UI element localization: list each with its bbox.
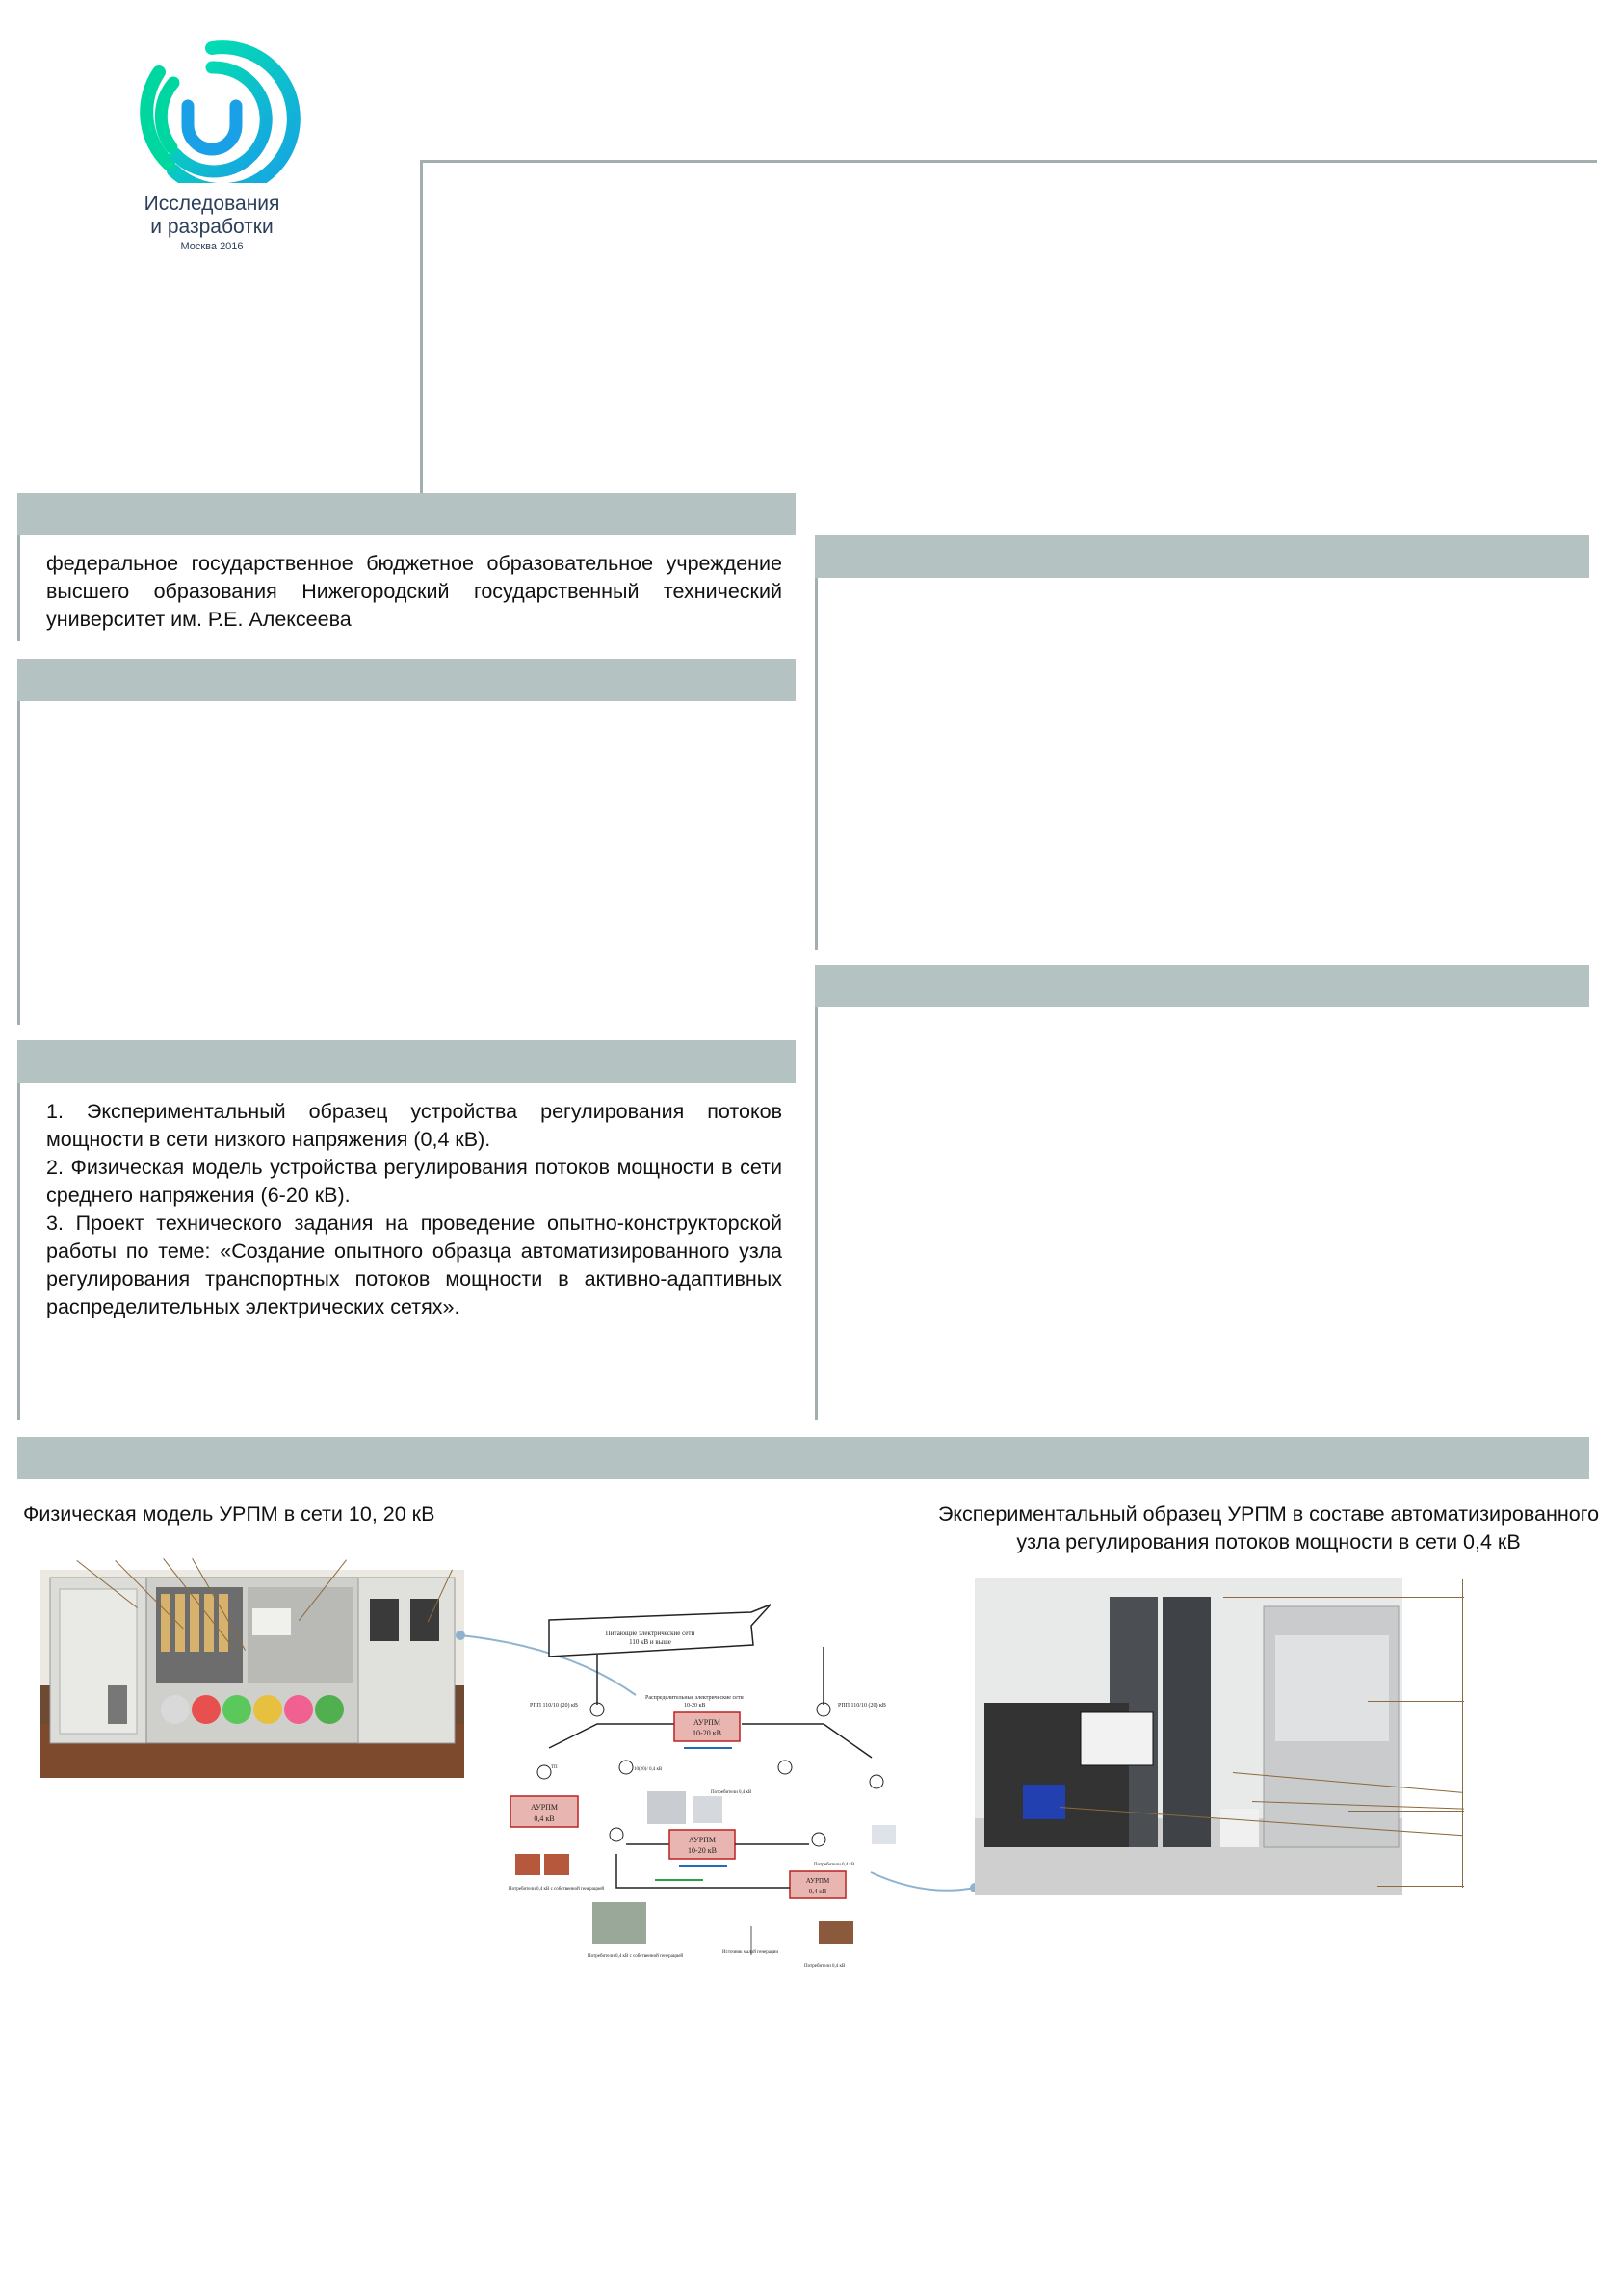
title-frame-top-border: [420, 160, 1597, 163]
schema-aurpm-right: АУРПМ: [805, 1877, 830, 1885]
callout-line-r5: [1348, 1811, 1464, 1812]
schema-consumer-br: Потребители 0,4 кВ: [804, 1964, 846, 1969]
logo-line-2: и разработки: [150, 216, 274, 238]
section-border-2: [17, 701, 20, 1025]
schema-consumer-left: Потребители 0,4 кВ с собственной генерацией: [509, 1887, 605, 1892]
schema-aurpm-top-v: 10-20 кВ: [693, 1729, 721, 1737]
photo-switchgear-model: [40, 1570, 464, 1778]
schema-aurpm-left-v: 0,4 кВ: [534, 1814, 555, 1823]
schema-consumer-top: Потребители 0,4 кВ: [711, 1790, 752, 1795]
callout-rail-right: [1462, 1579, 1463, 1888]
callout-line-r2: [1368, 1701, 1464, 1702]
schema-aurpm-left: АУРПМ: [530, 1803, 559, 1812]
results-list: [46, 1098, 782, 1321]
callout-line-r1: [1223, 1597, 1464, 1598]
schema-aurpm-mid-v: 10-20 кВ: [688, 1846, 717, 1855]
logo-emblem-icon: [116, 39, 308, 183]
power-network-schema: [491, 1599, 896, 1984]
section-bar-organization: [17, 493, 796, 535]
organization-text: федеральное государственное бюджетное образовательное учреждение высшего образования Нижегородский государственный технический университет им. Р.Е. Алексеева: [46, 552, 782, 631]
results-item-2: 2. Физическая модель устройства регулирования потоков мощности в сети среднего напряжения (6-20 кВ).: [46, 1156, 782, 1207]
section-bar-right-2: [815, 965, 1589, 1007]
results-item-1: 1. Экспериментальный образец устройства регулирования потоков мощности в сети низкого напряжения (0,4 кВ).: [46, 1100, 782, 1151]
schema-rpp-right: РПП 110/10 (20) кВ: [838, 1703, 886, 1709]
schema-top-sub-label: 110 кВ и выше: [629, 1638, 671, 1646]
section-border-organization: [17, 535, 20, 641]
schema-dist-label: Распределительные электрические сети: [645, 1695, 744, 1701]
schema-dist-sub-label: 10-20 кВ: [684, 1703, 706, 1709]
schema-aurpm-top: АУРПМ: [693, 1718, 721, 1727]
section-bar-results: [17, 1040, 796, 1083]
section-border-right-2: [815, 1007, 818, 1420]
title-frame-left-border: [420, 160, 423, 493]
section-border-results: [17, 1083, 20, 1420]
schema-aurpm-mid: АУРПМ: [688, 1836, 717, 1844]
section-bar-figures: [17, 1437, 1589, 1479]
schema-tp-2: 10(20)/ 0,4 кВ: [634, 1767, 663, 1772]
figure-caption-left: Физическая модель УРПМ в сети 10, 20 кВ: [23, 1502, 435, 1526]
schema-rpp-left: РПП 110/10 (20) кВ: [530, 1703, 578, 1709]
connector-right-icon: [867, 1868, 982, 1907]
schema-top-label: Питающие электрические сети: [605, 1630, 695, 1637]
results-item-3: 3. Проект технического задания на проведение опытно-конструкторской работы по теме: «Создание опытного образца автоматизированного узла регулирования транспортных потоков мощности в активно-адаптивных распределительных электрических сетях».: [46, 1212, 782, 1318]
section-bar-2: [17, 659, 796, 701]
photo-lab-setup: [975, 1578, 1402, 1895]
logo-line-3: Москва 2016: [180, 241, 244, 252]
section-bar-right-1: [815, 535, 1589, 578]
schema-source: Источник малой генерации: [722, 1950, 779, 1955]
lab-setup-illustration-icon: [975, 1578, 1402, 1895]
logo-line-1: Исследования: [144, 193, 280, 215]
callout-line-r7: [1377, 1886, 1464, 1887]
schema-consumer-bottom: Потребители 0,4 кВ с собственной генерацией: [588, 1954, 684, 1959]
schema-diagram-icon: [491, 1599, 896, 1984]
logo: [116, 39, 308, 260]
section-border-right-1: [815, 578, 818, 950]
schema-tp-1: ТП: [551, 1765, 558, 1770]
figure-caption-right: Экспериментальный образец УРПМ в составе автоматизированного узла регулирования потоков мощности в сети 0,4 кВ: [937, 1502, 1600, 1553]
switchgear-illustration-icon: [40, 1570, 464, 1778]
schema-aurpm-right-v: 0,4 кВ: [808, 1888, 827, 1895]
schema-consumer-right: Потребители 0,4 кВ: [814, 1863, 855, 1867]
